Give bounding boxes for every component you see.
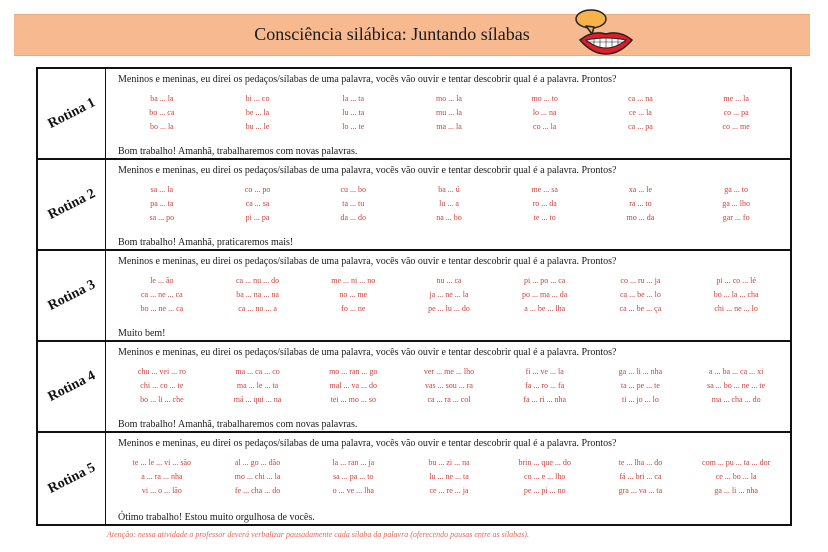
syllable-word: sa ... pa ... to (333, 472, 374, 481)
syllable-word: co ... ru ... ja (620, 276, 661, 285)
syllable-word: brin ... que ... do (518, 458, 571, 467)
syllable-word: pi ... po ... ca (524, 276, 566, 285)
syllable-word: pa ... ta (150, 199, 174, 208)
syllable-grid (114, 457, 784, 496)
syllable-word: mo ... da (626, 213, 655, 222)
syllable-word: bo ... la (149, 122, 174, 131)
syllable-word: ca ... no ... a (238, 304, 277, 313)
syllable-word: me ... la (723, 94, 749, 103)
routine-row (38, 160, 790, 251)
routine-row (38, 342, 790, 433)
syllable-word: gar ... fo (722, 213, 750, 222)
routine-label-cell (38, 342, 106, 431)
syllable-word: te ... lha ... do (618, 458, 663, 467)
syllable-word: ca ... be ... lo (619, 290, 661, 299)
routine-content (106, 160, 790, 249)
syllable-word: mo ... la (435, 94, 462, 103)
syllable-word: ba ... la (150, 94, 174, 103)
syllable-word: pe ... pi ... no (523, 486, 566, 495)
title-banner (14, 14, 810, 56)
syllable-word: lu ... ta (342, 108, 365, 117)
syllable-word: mu ... la (435, 108, 462, 117)
routine-row (38, 433, 790, 524)
routine-closing: Ótimo trabalho! Estou muito orgulhosa de vocês. (118, 512, 315, 523)
syllable-word: ca ... be ... ça (619, 304, 662, 313)
page-title: Consciência silábica: Juntando sílabas (254, 24, 530, 44)
syllable-word: pi ... co ... lé (716, 276, 756, 285)
syllable-word: fi ... ve ... la (525, 367, 564, 376)
syllable-word: com ... pu ... ta ... dor (702, 458, 771, 467)
routine-closing: Bom trabalho! Amanhã, trabalharemos com novas palavras. (118, 419, 358, 430)
syllable-grid (114, 366, 784, 405)
syllable-word: al ... go ... dão (234, 458, 281, 467)
syllable-word: a ... ba ... ca ... xi (708, 367, 764, 376)
syllable-word: pi ... pa (245, 213, 270, 222)
syllable-word: be ... la (245, 108, 270, 117)
syllable-word: bo ... ca (149, 108, 175, 117)
syllable-word: a ... be ... lha (524, 304, 566, 313)
syllable-word: ga ... li ... nha (714, 486, 758, 495)
syllable-word: bu ... zi ... na (428, 458, 470, 467)
routine-content (106, 342, 790, 431)
syllable-word: bo ... li ... che (140, 395, 184, 404)
routine-content (106, 69, 790, 158)
syllable-word: mo ... ran ... go (329, 367, 378, 376)
syllable-word: ro ... da (532, 199, 557, 208)
syllable-word: co ... po (244, 185, 271, 194)
syllable-word: ma ... la (436, 122, 462, 131)
syllable-word: le ... ão (150, 276, 174, 285)
syllable-word: ver ... me ... lho (423, 367, 475, 376)
syllable-word: o ... ve ... lha (332, 486, 374, 495)
syllable-word: fa ... ro ... fa (525, 381, 565, 390)
routine-label: Rotina 3 (45, 276, 98, 314)
syllable-word: da ... do (340, 213, 367, 222)
syllable-word: lo ... na (532, 108, 557, 117)
routine-label: Rotina 4 (45, 367, 98, 405)
syllable-word: fo ... ne (341, 304, 366, 313)
syllable-word: lu ... ne ... ta (429, 472, 469, 481)
syllable-word: pe ... lu ... do (428, 304, 470, 313)
syllable-word: ca ... pa (628, 122, 653, 131)
syllable-word: ba ... ú (438, 185, 460, 194)
syllable-word: po ... ma ... da (522, 290, 568, 299)
mouth-speech-icon (570, 6, 640, 60)
routine-intro: Meninos e meninas, eu direi os pedaços/sílabas de uma palavra, vocês vão ouvir e tentar descobrir qual é a palavra. Prontos? (118, 74, 617, 85)
routine-closing: Bom trabalho! Amanhã, trabalharemos com novas palavras. (118, 146, 358, 157)
routine-intro: Meninos e meninas, eu direi os pedaços/sílabas de uma palavra, vocês vão ouvir e tentar descobrir qual é a palavra. Prontos? (118, 256, 617, 267)
syllable-word: fá ... bri ... ca (619, 472, 662, 481)
syllable-word: fa ... ri ... nha (523, 395, 567, 404)
syllable-word: ca ... na (628, 94, 653, 103)
routine-content (106, 433, 790, 524)
syllable-word: ja ... ne ... la (429, 290, 469, 299)
syllable-word: te ... le ... vi ... são (132, 458, 192, 467)
syllable-word: bi ... co (245, 94, 270, 103)
routine-intro: Meninos e meninas, eu direi os pedaços/sílabas de uma palavra, vocês vão ouvir e tentar descobrir qual é a palavra. Prontos? (118, 438, 617, 449)
syllable-word: mo ... to (531, 94, 558, 103)
syllable-word: ca ... ra ... col (427, 395, 471, 404)
syllable-word: ga ... li ... nha (618, 367, 663, 376)
syllable-word: ga ... lho (722, 199, 751, 208)
syllable-word: ce ... bo ... la (715, 472, 757, 481)
syllable-word: ma ... le ... ta (236, 381, 279, 390)
syllable-word: te ... to (533, 213, 556, 222)
syllable-word: ma ... ca ... co (235, 367, 280, 376)
syllable-word: vi ... o ... lão (141, 486, 182, 495)
syllable-word: má ... qui ... na (233, 395, 282, 404)
syllable-word: chi ... co ... te (140, 381, 184, 390)
syllable-word: ra ... to (629, 199, 652, 208)
routine-intro: Meninos e meninas, eu direi os pedaços/sílabas de uma palavra, vocês vão ouvir e tentar descobrir qual é a palavra. Prontos? (118, 347, 617, 358)
routine-closing: Bom trabalho! Amanhã, praticaremos mais! (118, 237, 294, 248)
syllable-word: chu ... vei ... ro (137, 367, 186, 376)
syllable-word: sa ... bo ... ne ... te (707, 381, 766, 390)
syllable-word: vas ... sou ... ra (424, 381, 473, 390)
routine-label-cell (38, 433, 106, 524)
syllable-word: co ... la (533, 122, 557, 131)
routine-intro: Meninos e meninas, eu direi os pedaços/sílabas de uma palavra, vocês vão ouvir e tentar descobrir qual é a palavra. Prontos? (118, 165, 617, 176)
routines-table (36, 67, 792, 526)
routine-content (106, 251, 790, 340)
syllable-word: lo ... te (342, 122, 365, 131)
syllable-word: ta ... pe ... te (620, 381, 660, 390)
syllable-word: nu ... ca (436, 276, 462, 285)
syllable-word: no ... me (339, 290, 368, 299)
syllable-word: ta ... tu (342, 199, 365, 208)
syllable-word: co ... e ... lho (524, 472, 566, 481)
syllable-word: ba ... na ... na (236, 290, 279, 299)
syllable-grid (114, 93, 784, 132)
syllable-word: sa ... po (149, 213, 175, 222)
syllable-grid (114, 275, 784, 314)
syllable-word: mo ... chi ... la (234, 472, 281, 481)
syllable-word: a ... ra ... nha (141, 472, 183, 481)
syllable-word: sa ... la (150, 185, 174, 194)
routine-label: Rotina 5 (45, 459, 98, 497)
syllable-word: cu ... bo (340, 185, 367, 194)
syllable-word: bo ... ne ... ca (140, 304, 184, 313)
syllable-word: la ... ran ... ja (332, 458, 375, 467)
syllable-grid (114, 184, 784, 223)
syllable-word: lu ... a (439, 199, 459, 208)
syllable-word: tei ... mo ... so (330, 395, 376, 404)
syllable-word: bo ... la ... cha (713, 290, 759, 299)
routine-label-cell (38, 160, 106, 249)
syllable-word: ca ... ne ... ca (140, 290, 183, 299)
routine-row (38, 251, 790, 342)
syllable-word: ma ... cha ... do (711, 395, 761, 404)
syllable-word: me ... ni ... no (331, 276, 376, 285)
syllable-word: ca ... nu ... do (236, 276, 280, 285)
syllable-word: chi ... ne ... lo (714, 304, 758, 313)
attention-note: Atenção: nessa atividade o professor deverá verbalizar pausadamente cada sílaba da palavra (oferecendo pausas entre as sílabas). (107, 530, 529, 539)
syllable-word: ca ... sa (245, 199, 270, 208)
syllable-word: gra ... va ... ta (618, 486, 663, 495)
syllable-word: ce ... re ... ja (429, 486, 469, 495)
syllable-word: mal ... va ... do (329, 381, 378, 390)
routine-label: Rotina 2 (45, 185, 98, 223)
syllable-word: la ... ta (342, 94, 365, 103)
syllable-word: co ... pa (723, 108, 749, 117)
routine-label-cell (38, 251, 106, 340)
syllable-word: bu ... le (245, 122, 270, 131)
syllable-word: co ... me (722, 122, 750, 131)
syllable-word: ce ... la (628, 108, 652, 117)
routine-label: Rotina 1 (45, 94, 98, 132)
syllable-word: xa ... le (628, 185, 653, 194)
routine-label-cell (38, 69, 106, 158)
routine-row (38, 69, 790, 160)
syllable-word: me ... sa (531, 185, 558, 194)
syllable-word: na ... bo (436, 213, 462, 222)
syllable-word: ga ... to (724, 185, 749, 194)
syllable-word: ti ... jo ... lo (621, 395, 659, 404)
syllable-word: fe ... cha ... do (234, 486, 281, 495)
routine-closing: Muito bem! (118, 328, 166, 339)
